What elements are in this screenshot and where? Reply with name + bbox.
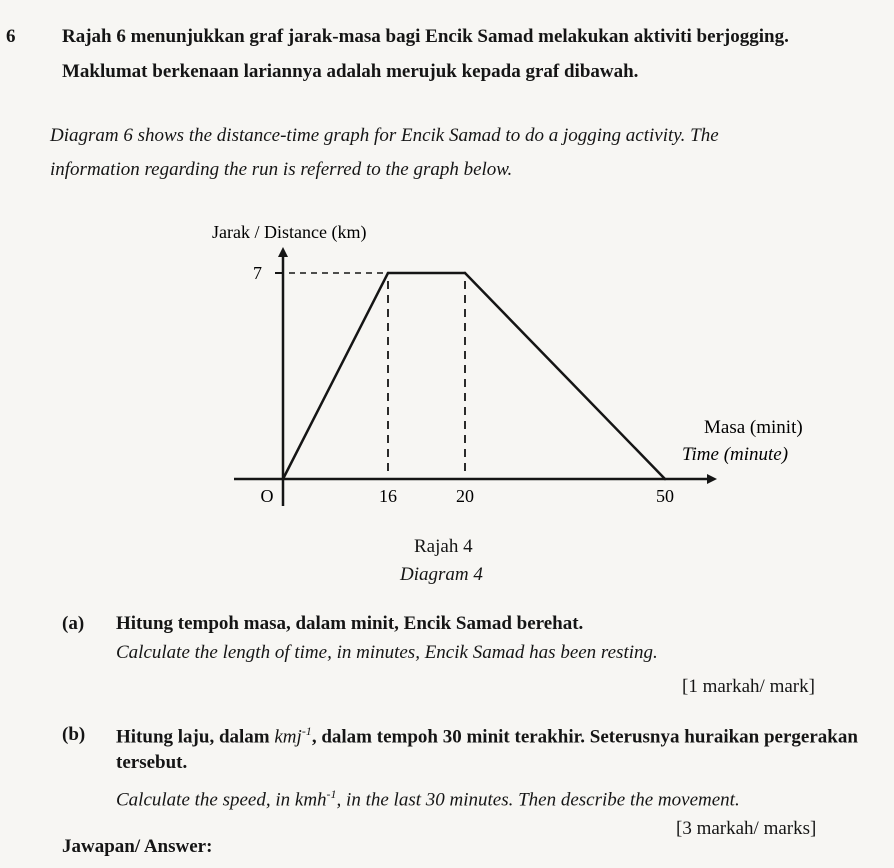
diagram-caption-malay: Rajah 4 (414, 536, 473, 557)
part-b-label: (b) (62, 724, 86, 745)
x-tick-label-o: O (260, 486, 274, 506)
x-tick-label-50: 50 (656, 486, 674, 506)
graph-segment-1 (283, 273, 388, 479)
part-a-label: (a) (62, 613, 85, 634)
x-axis-label-english: Time (minute) (682, 444, 789, 465)
x-tick-label-16: 16 (379, 486, 397, 506)
part-b-malay-unit: kmj (274, 726, 302, 748)
part-a-marks (682, 676, 815, 698)
y-tick-label-7: 7 (253, 263, 262, 283)
question-malay-line-2: Maklumat berkenaan lariannya adalah merujuk kepada graf dibawah. (62, 61, 639, 82)
part-a-marks-text: [1 markah/ mark] (682, 676, 815, 697)
part-b-malay (116, 724, 858, 748)
question-english-line-1: Diagram 6 shows the distance-time graph for Encik Samad to do a jogging activity. The (50, 125, 719, 146)
part-a-english: Calculate the length of time, in minutes, Encik Samad has been resting. (116, 642, 658, 663)
part-b-english-sup: -1 (326, 787, 337, 801)
graph-segment-3 (465, 273, 665, 479)
part-b-malay-sup: -1 (301, 724, 312, 738)
part-b-malay-line-2: tersebut. (116, 752, 188, 773)
y-axis-label: Jarak / Distance (km) (212, 222, 367, 242)
part-b-marks: [3 markah/ marks] (676, 818, 817, 839)
part-b-english-post: , in the last 30 minutes. Then describe the movement. (336, 789, 740, 811)
part-a-malay: Hitung tempoh masa, dalam minit, Encik Samad berehat. (116, 613, 584, 634)
part-b-english-unit: kmh (294, 789, 327, 811)
question-english-line-2: information regarding the run is referred to the graph below. (50, 159, 513, 180)
part-b-malay-pre: Hitung laju, dalam (116, 726, 275, 748)
answer-label: Jawapan/ Answer: (62, 836, 213, 857)
part-b-english (116, 787, 740, 811)
x-tick-label-20: 20 (456, 486, 474, 506)
part-b-english-pre: Calculate the speed, in (116, 789, 295, 811)
part-b-malay-post: , dalam tempoh 30 minit terakhir. Seterusnya huraikan pergerakan (311, 726, 858, 748)
question-malay-line-1: Rajah 6 menunjukkan graf jarak-masa bagi Encik Samad melakukan aktiviti berjogging. (62, 26, 789, 47)
question-number: 6 (6, 26, 16, 47)
diagram-caption-english: Diagram 4 (400, 564, 483, 585)
x-axis-label-malay: Masa (minit) (704, 417, 803, 438)
